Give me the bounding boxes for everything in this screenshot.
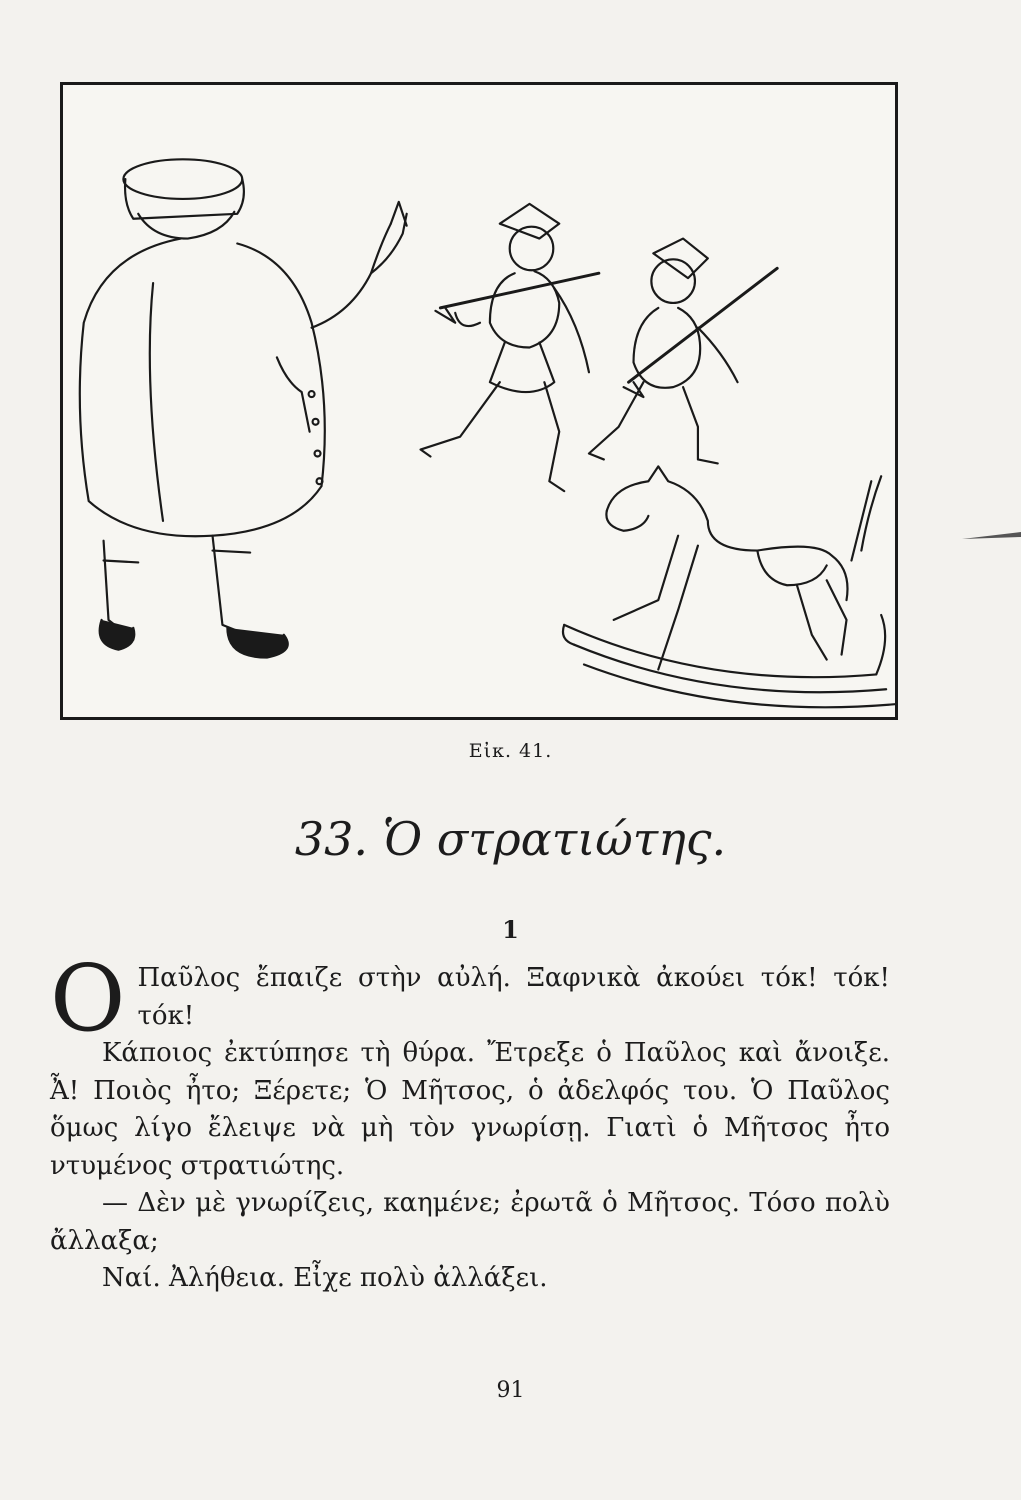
- section-number: 1: [502, 915, 519, 944]
- body-text: [50, 945, 890, 1298]
- paragraph-1-text: Παῦλος ἔπαιζε στὴν αὐλή. Ξαφνικὰ ἀκούει τόκ! τόκ! τόκ!: [137, 963, 890, 1031]
- paragraph-4: Ναί. Ἀλήθεια. Εἶχε πολὺ ἀλλάξει.: [102, 1263, 548, 1293]
- paragraph-2: Κάποιος ἐκτύπησε τὴ θύρα. Ἔτρεξε ὁ Παῦλος καὶ ἄνοιξε. Ἆ! Ποιὸς ἦτο; Ξέρετε; Ὁ Μῆτσος, ὁ ἀδελφός του. Ὁ Παῦλος ὅμως λίγο ἔλειψε νὰ μὴ τὸν γνωρίσῃ. Γιατὶ ὁ Μῆτσος ἦτο ντυμένος στρατιώτης.: [50, 1038, 890, 1181]
- chapter-title: 33. Ὁ στρατιώτης.: [294, 812, 727, 866]
- illustration-soldier-boys-icon: [63, 85, 895, 717]
- paragraph-3: — Δὲν μὲ γνωρίζεις, καημένε; ἐρωτᾶ ὁ Μῆτσος. Τόσο πολὺ ἄλλαξα;: [50, 1188, 890, 1256]
- figure-caption: Εἰκ. 41.: [468, 740, 553, 762]
- illustration-figure: [60, 82, 898, 720]
- paragraph-1: [50, 945, 890, 1052]
- margin-mark-icon: [962, 530, 1021, 544]
- page-number: 91: [496, 1378, 525, 1403]
- drop-cap: Ο: [50, 945, 126, 1052]
